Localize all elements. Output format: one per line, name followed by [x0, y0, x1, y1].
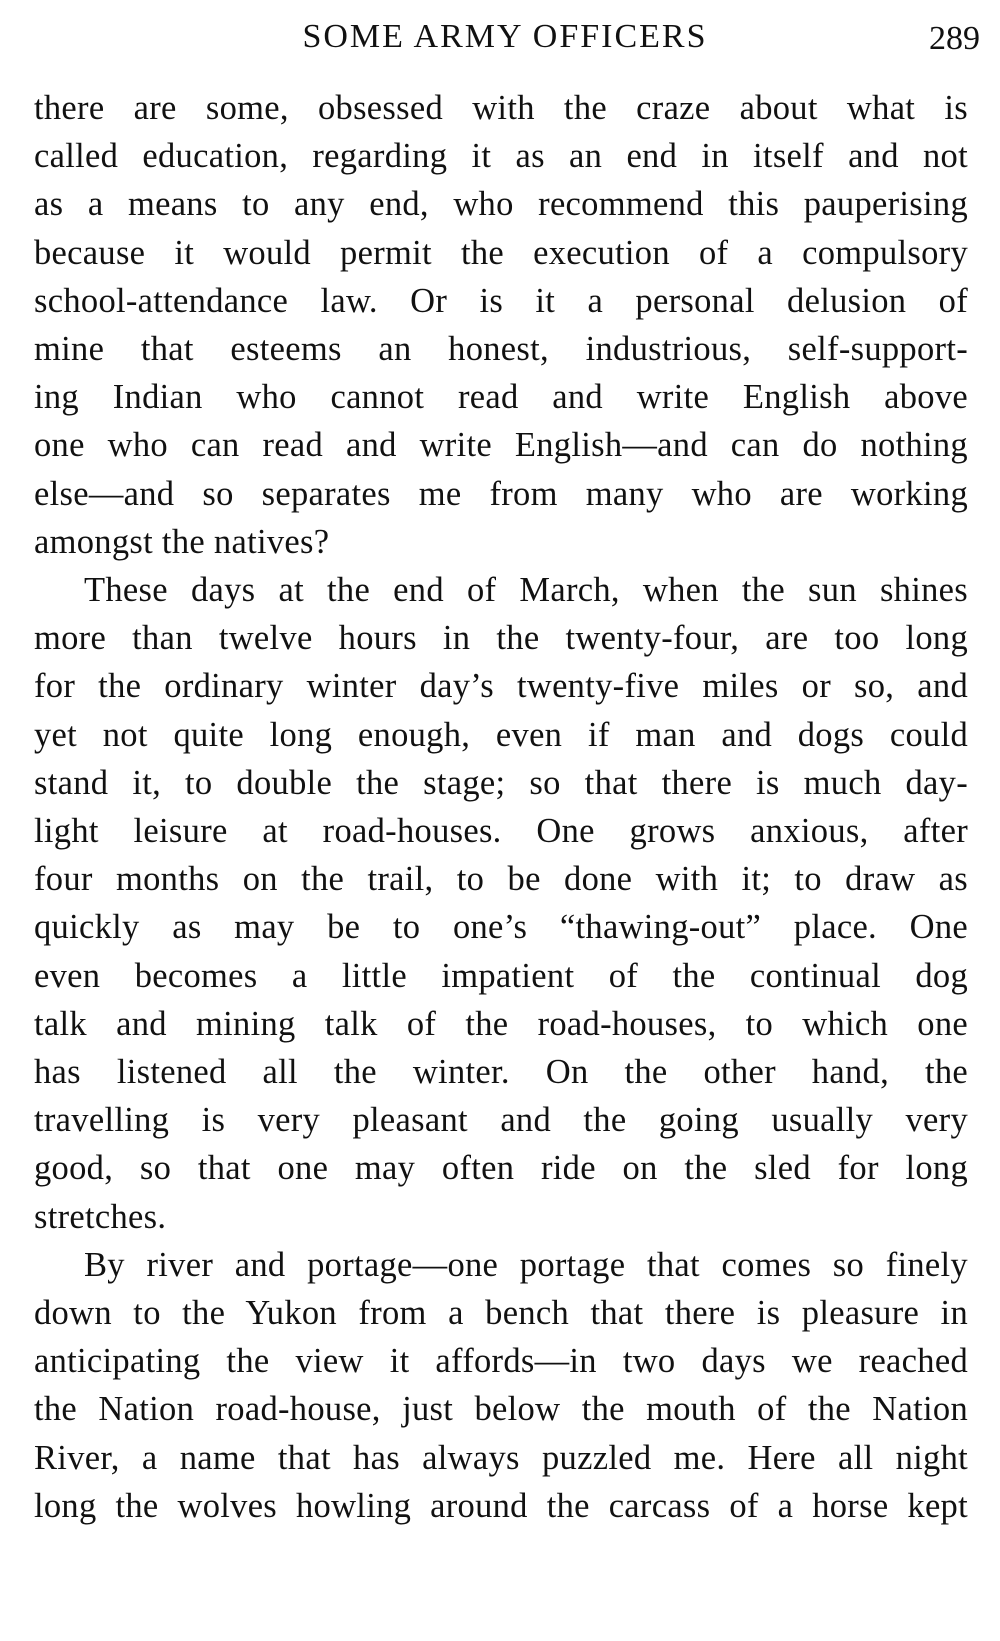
- text-line: stretches.: [34, 1197, 167, 1236]
- text-line: anticipating the view it affords—in two days we reached: [34, 1342, 968, 1381]
- text-line: the Nation road-house, just below the mouth of the Nation: [34, 1390, 968, 1429]
- running-head: [30, 14, 980, 60]
- text-line: down to the Yukon from a bench that there is pleasure in: [34, 1294, 968, 1333]
- text-line: travelling is very pleasant and the going usually very: [34, 1101, 968, 1140]
- text-line: River, a name that has always puzzled me. Here all night: [34, 1438, 968, 1477]
- paragraph-3: [34, 1241, 968, 1530]
- text-line: yet not quite long enough, even if man and dogs could: [34, 715, 968, 754]
- text-line: good, so that one may often ride on the sled for long: [34, 1149, 968, 1188]
- text-line: By river and portage—one portage that comes so finely: [84, 1245, 968, 1284]
- text-line: four months on the trail, to be done with it; to draw as: [34, 860, 968, 899]
- text-line: there are some, obsessed with the craze about what is: [34, 89, 968, 127]
- text-line: ing Indian who cannot read and write English above: [34, 378, 968, 417]
- text-line: else—and so separates me from many who are working: [34, 474, 968, 513]
- page-number: 289: [929, 20, 980, 57]
- text-line: amongst the natives?: [34, 522, 330, 561]
- text-line: stand it, to double the stage; so that there is much day-: [34, 763, 968, 802]
- text-line: called education, regarding it as an end in itself and not: [34, 137, 968, 176]
- running-title: SOME ARMY OFFICERS: [302, 18, 708, 55]
- text-line: These days at the end of March, when the sun shines: [84, 571, 968, 610]
- paragraph-1: [34, 84, 968, 566]
- text-line: mine that esteems an honest, industrious, self-support-: [34, 330, 968, 369]
- text-line: as a means to any end, who recommend this pauperising: [34, 185, 968, 224]
- paragraph-2: [34, 566, 968, 1241]
- text-line: one who can read and write English—and can do nothing: [34, 426, 968, 465]
- text-line: has listened all the winter. On the other hand, the: [34, 1053, 968, 1092]
- text-line: more than twelve hours in the twenty-four, are too long: [34, 619, 968, 658]
- text-line: even becomes a little impatient of the continual dog: [34, 956, 968, 995]
- text-line: school-attendance law. Or is it a personal delusion of: [34, 281, 968, 320]
- text-line: because it would permit the execution of a compulsory: [34, 233, 968, 272]
- text-line: talk and mining talk of the road-houses, to which one: [34, 1004, 968, 1043]
- text-body: [34, 84, 968, 1530]
- text-line: for the ordinary winter day’s twenty-five miles or so, and: [34, 667, 968, 706]
- text-line: quickly as may be to one’s “thawing-out” place. One: [34, 908, 968, 947]
- text-line: light leisure at road-houses. One grows anxious, after: [34, 812, 968, 851]
- text-line: long the wolves howling around the carcass of a horse kept: [34, 1486, 968, 1525]
